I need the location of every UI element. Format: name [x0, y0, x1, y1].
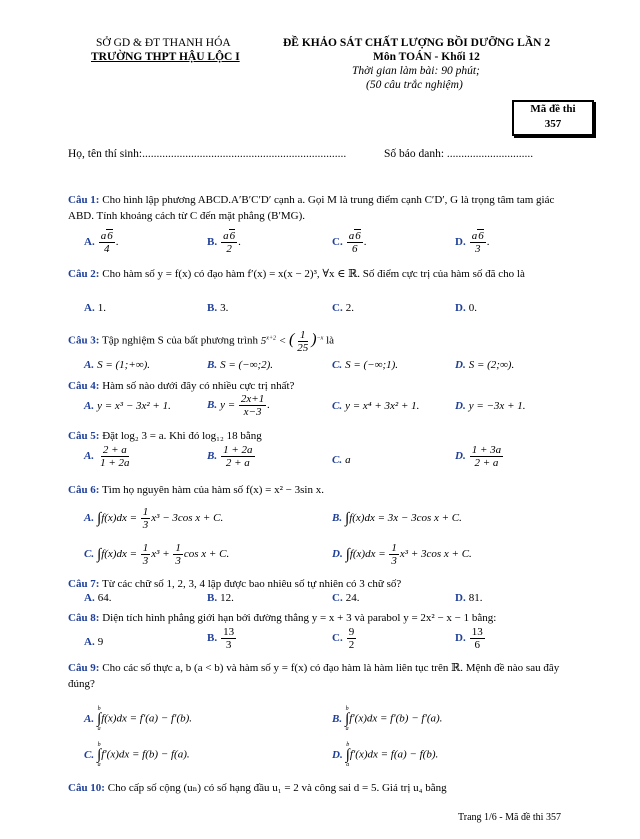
- option-a: A. 64.: [84, 592, 112, 604]
- question-text: Cho hình lập phương ABCD.A′B′C′D′ cạnh a. Gọi M là trung điểm cạnh C′D′, G là trọng tâm tam giác ABD. Tính khoảng cách từ C đến mặt phẳng (B′MG).: [68, 194, 555, 222]
- question-4: Câu 4: Hàm số nào dưới đây có nhiều cực trị nhất?: [68, 380, 295, 392]
- option-b: B. $\frac{13}{3}$: [207, 626, 235, 651]
- dept-name: SỞ GD & ĐT THANH HÓA: [96, 37, 231, 49]
- student-name-field: Họ, tên thí sinh:.......................................................................: [68, 148, 347, 160]
- option-c: C. $\frac{a6}{6}$ .: [332, 230, 367, 255]
- option-d: D. y = −3x + 1.: [455, 400, 526, 412]
- option-d: D. $\frac{a6}{3}$ .: [455, 230, 490, 255]
- option-c: C. y = x⁴ + 3x² + 1.: [332, 400, 420, 412]
- option-b: B. $\frac{a6}{2}$ .: [207, 230, 241, 255]
- option-a: A. b ∫ a f(x)dx = f′(a) − f′(b).: [84, 706, 193, 732]
- option-c: C. 24.: [332, 592, 360, 604]
- option-b: B. 3.: [207, 302, 229, 314]
- exam-code-box: [512, 100, 594, 136]
- exam-code-value: 357: [544, 118, 562, 130]
- option-a: A. y = x³ − 3x² + 1.: [84, 400, 171, 412]
- student-id-field: Số báo danh: ..............................: [384, 148, 534, 160]
- option-c: C. S = (−∞;1).: [332, 359, 399, 371]
- option-c: C. b ∫ a f′(x)dx = f(b) − f(a).: [84, 742, 190, 768]
- option-a: A. S = (1;+∞).: [84, 359, 151, 371]
- question-number: Câu 1:: [68, 194, 100, 206]
- option-a: A. 1.: [84, 302, 106, 314]
- option-a: A. 9: [84, 636, 104, 648]
- question-1: [68, 192, 576, 224]
- option-d: D. S = (2;∞).: [455, 359, 515, 371]
- subject: Môn TOÁN - Khối 12: [373, 51, 480, 63]
- option-a: A. $\frac{a6}{4}$ .: [84, 230, 119, 255]
- option-c: C. ∫f(x)dx = $\frac{1}{3}$ x³ + $\frac{1}{3}$ cos x + C.: [84, 542, 230, 567]
- option-c: C. $\frac{9}{2}$: [332, 626, 355, 651]
- exam-time: Thời gian làm bài: 90 phút;: [352, 65, 480, 77]
- exam-code-label: Mã đề thi: [530, 103, 576, 115]
- question-7: Câu 7: Từ các chữ số 1, 2, 3, 4 lập được bao nhiêu số tự nhiên có 3 chữ số?: [68, 578, 402, 590]
- question-9: Câu 9: Cho các số thực a, b (a < b) và hàm số y = f(x) có đạo hàm là hàm liên tục trên ℝ. Mệnh đề nào sau đây đúng?: [68, 662, 560, 690]
- option-b: B. y = $\frac{2x+1}{x-3}$ .: [207, 393, 270, 418]
- option-d: D. 0.: [455, 302, 477, 314]
- question-8: Câu 8: Diện tích hình phẳng giới hạn bởi đường thẳng y = x + 3 và parabol y = 2x² − x − 1 bằng:: [68, 612, 497, 624]
- question-2: Câu 2: Cho hàm số y = f(x) có đạo hàm f′(x) = x(x − 2)³, ∀x ∈ ℝ. Số điểm cực trị của hàm số đã cho là: [68, 268, 525, 280]
- question-6: Câu 6: Tìm họ nguyên hàm của hàm số f(x) = x² − 3sin x.: [68, 484, 324, 496]
- question-5: Câu 5: Đặt log₂ 3 = a. Khi đó log₁₂ 18 bằng: [68, 430, 262, 442]
- option-d: D. ∫f(x)dx = $\frac{1}{3}$ x³ + 3cos x + C.: [332, 542, 472, 567]
- option-b: B. b ∫ a f′(x)dx = f′(b) − f′(a).: [332, 706, 443, 732]
- inequality-expr: $5^{x+2}$ < ( $\frac{1}{25}$ )$^{-x}$: [260, 328, 324, 354]
- option-b: B. 12.: [207, 592, 234, 604]
- option-d: D. b ∫ a f′(x)dx = f(a) − f(b).: [332, 742, 439, 768]
- question-10: Câu 10: Cho cấp số cộng (uₙ) có số hạng đầu u₁ = 2 và công sai d = 5. Giá trị u₄ bằng: [68, 782, 447, 794]
- school-name: TRƯỜNG THPT HẬU LỘC I: [91, 51, 240, 63]
- exam-title: ĐỀ KHẢO SÁT CHẤT LƯỢNG BỒI DƯỠNG LẦN 2: [283, 37, 551, 49]
- option-b: B. $\frac{1 + 2a}{2 + a}$: [207, 444, 253, 469]
- question-count: (50 câu trắc nghiệm): [366, 79, 463, 91]
- option-d: D. $\frac{1 + 3a}{2 + a}$: [455, 444, 502, 469]
- question-text: Cho hàm số y = f(x) có đạo hàm f′(x) = x(x − 2)³, ∀x ∈ ℝ. Số điểm cực trị của hàm số đã cho là: [102, 268, 525, 280]
- option-c: C. 2.: [332, 302, 354, 314]
- option-c: C. a: [332, 454, 351, 466]
- option-b: B. S = (−∞;2).: [207, 359, 274, 371]
- option-a: A. ∫f(x)dx = $\frac{1}{3}$ x³ − 3cos x + C.: [84, 506, 224, 531]
- option-d: D. $\frac{13}{6}$: [455, 626, 483, 651]
- option-d: D. 81.: [455, 592, 483, 604]
- question-3: Câu 3: Tập nghiệm S của bất phương trình $5^{x+2}$ < ( $\frac{1}{25}$ )$^{-x}$ là: [68, 328, 335, 354]
- option-a: A. $\frac{2 + a}{1 + 2a}$: [84, 444, 130, 469]
- option-b: B. ∫f(x)dx = 3x − 3cos x + C.: [332, 510, 462, 527]
- page-footer: Trang 1/6 - Mã đề thi 357: [458, 812, 561, 823]
